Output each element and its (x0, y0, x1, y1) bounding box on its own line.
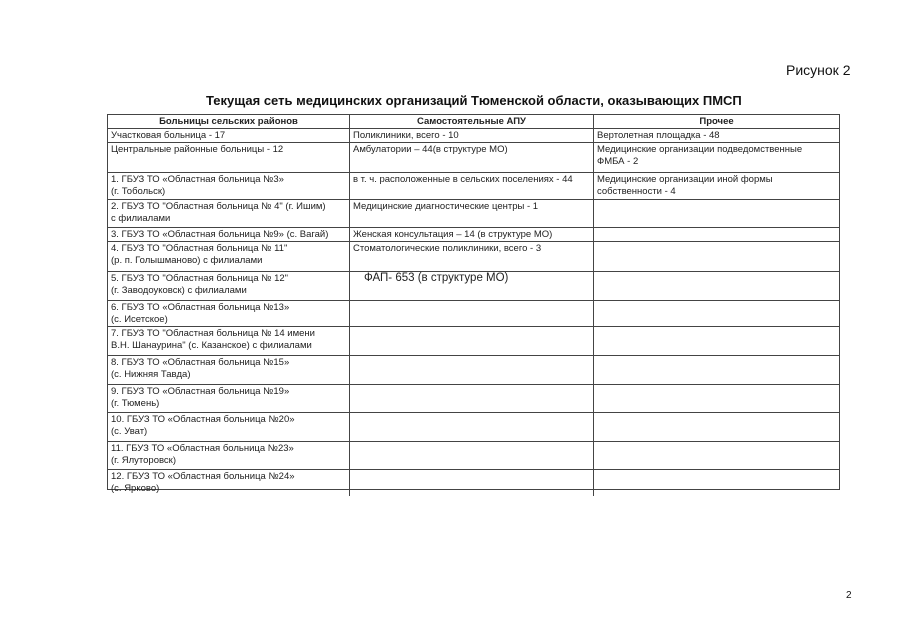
table-cell (108, 228, 350, 241)
cell-text-line: 1. ГБУЗ ТО «Областная больница №3» (111, 174, 284, 185)
table-cell (350, 442, 594, 469)
table-row (108, 385, 839, 413)
table-cell (108, 301, 350, 326)
table-cell (594, 200, 839, 227)
cell-text-line: Медицинские организации иной формы (597, 174, 773, 185)
cell-text-line: 12. ГБУЗ ТО «Областная больница №24» (111, 471, 295, 482)
table-row (108, 413, 839, 442)
table-cell (594, 228, 839, 241)
cell-text-line: (р. п. Голышманово) с филиалами (111, 255, 263, 266)
cell-text-line: ФМБА - 2 (597, 156, 639, 167)
table-cell (350, 242, 594, 271)
table-row (108, 200, 839, 228)
table-cell (594, 143, 839, 172)
cell-text-line: 6. ГБУЗ ТО «Областная больница №13» (111, 302, 290, 313)
table-row (108, 242, 839, 272)
table-cell (108, 442, 350, 469)
table-cell (108, 327, 350, 355)
table-row (108, 143, 839, 173)
cell-text-line: 4. ГБУЗ ТО "Областная больница № 11" (111, 243, 288, 254)
cell-text-line: собственности - 4 (597, 186, 676, 197)
table-row (108, 327, 839, 356)
column-header-other: Прочее (699, 116, 734, 127)
table-cell (350, 327, 594, 355)
table-cell (350, 356, 594, 384)
column-header-rural-hospitals: Больницы сельских районов (108, 115, 350, 128)
figure-label: Рисунок 2 (786, 62, 851, 78)
table-cell (350, 173, 594, 199)
table-cell (108, 413, 350, 441)
cell-text-line: 3. ГБУЗ ТО «Областная больница №9» (с. Вагай) (111, 229, 329, 240)
table-cell (594, 356, 839, 384)
cell-text-line: 7. ГБУЗ ТО "Областная больница № 14 имени (111, 328, 315, 339)
table-cell (350, 143, 594, 172)
table-cell (594, 442, 839, 469)
table-cell (350, 200, 594, 227)
cell-text-line: (с. Уват) (111, 426, 148, 437)
cell-text-line: Амбулатории – 44(в структуре МО) (353, 144, 508, 155)
table-cell (350, 129, 594, 142)
table-cell (108, 470, 350, 496)
cell-text-line: 9. ГБУЗ ТО «Областная больница №19» (111, 386, 290, 397)
table-cell (594, 272, 839, 300)
table-cell (594, 385, 839, 412)
table-header-row (108, 115, 839, 129)
table-cell (108, 143, 350, 172)
cell-text-line: Вертолетная площадка - 48 (597, 130, 720, 141)
cell-text-line: Центральные районные больницы - 12 (111, 144, 284, 155)
cell-text-line: с филиалами (111, 213, 171, 224)
table-row (108, 129, 839, 143)
table-cell (108, 356, 350, 384)
cell-text-line: (г. Тобольск) (111, 186, 166, 197)
table-cell (350, 470, 594, 496)
cell-text-line: (г. Ялуторовск) (111, 455, 177, 466)
cell-text-line: (с. Ярково) (111, 483, 160, 494)
cell-text-line: (г. Заводоуковск) с филиалами (111, 285, 247, 296)
cell-text-line: Женская консультация – 14 (в структуре МО) (353, 229, 553, 240)
cell-text-line: 2. ГБУЗ ТО "Областная больница № 4" (г. Ишим) (111, 201, 326, 212)
table-cell (594, 301, 839, 326)
cell-text-line: Участковая больница - 17 (111, 130, 226, 141)
cell-text-line: в т. ч. расположенные в сельских поселениях - 44 (353, 174, 573, 185)
table-row (108, 228, 839, 242)
cell-text-line: 10. ГБУЗ ТО «Областная больница №20» (111, 414, 295, 425)
table-cell (594, 129, 839, 142)
cell-text-line: (г. Тюмень) (111, 398, 160, 409)
table-cell (108, 272, 350, 300)
cell-text-line: 11. ГБУЗ ТО «Областная больница №23» (111, 443, 294, 454)
page-number: 2 (846, 590, 852, 601)
table-cell (594, 173, 839, 199)
table-cell (108, 242, 350, 271)
cell-text-line: Медицинские организации подведомственные (597, 144, 803, 155)
cell-text-line: Стоматологические поликлиники, всего - 3 (353, 243, 542, 254)
table-cell (594, 242, 839, 271)
table-row (108, 301, 839, 327)
cell-text-line: В.Н. Шанаурина" (с. Казанское) с филиалами (111, 340, 312, 351)
table-row (108, 173, 839, 200)
table-cell (108, 173, 350, 199)
column-header-independent-clinics: Самостоятельные АПУ (350, 115, 594, 128)
cell-text-line: Медицинские диагностические центры - 1 (353, 201, 539, 212)
cell-text-line: (с. Исетское) (111, 314, 168, 325)
table-cell (350, 228, 594, 241)
fap-note: ФАП- 653 (в структуре МО) (364, 272, 509, 284)
table-cell (108, 200, 350, 227)
cell-text-line: 8. ГБУЗ ТО «Областная больница №15» (111, 357, 290, 368)
table-cell (350, 385, 594, 412)
table-cell (350, 301, 594, 326)
table-title: Текущая сеть медицинских организаций Тюменской области, оказывающих ПМСП (206, 93, 742, 108)
facilities-table (107, 114, 840, 494)
table-cell (594, 327, 839, 355)
table-row (108, 356, 839, 385)
table-cell (350, 413, 594, 441)
table-row (108, 442, 839, 470)
cell-text-line: Поликлиники, всего - 10 (353, 130, 459, 141)
table-cell (108, 385, 350, 412)
table-cell (108, 129, 350, 142)
table-row (108, 470, 839, 496)
table-cell (594, 470, 839, 496)
cell-text-line: (с. Нижняя Тавда) (111, 369, 191, 380)
table-cell (594, 413, 839, 441)
cell-text-line: 5. ГБУЗ ТО "Областная больница № 12" (111, 273, 289, 284)
